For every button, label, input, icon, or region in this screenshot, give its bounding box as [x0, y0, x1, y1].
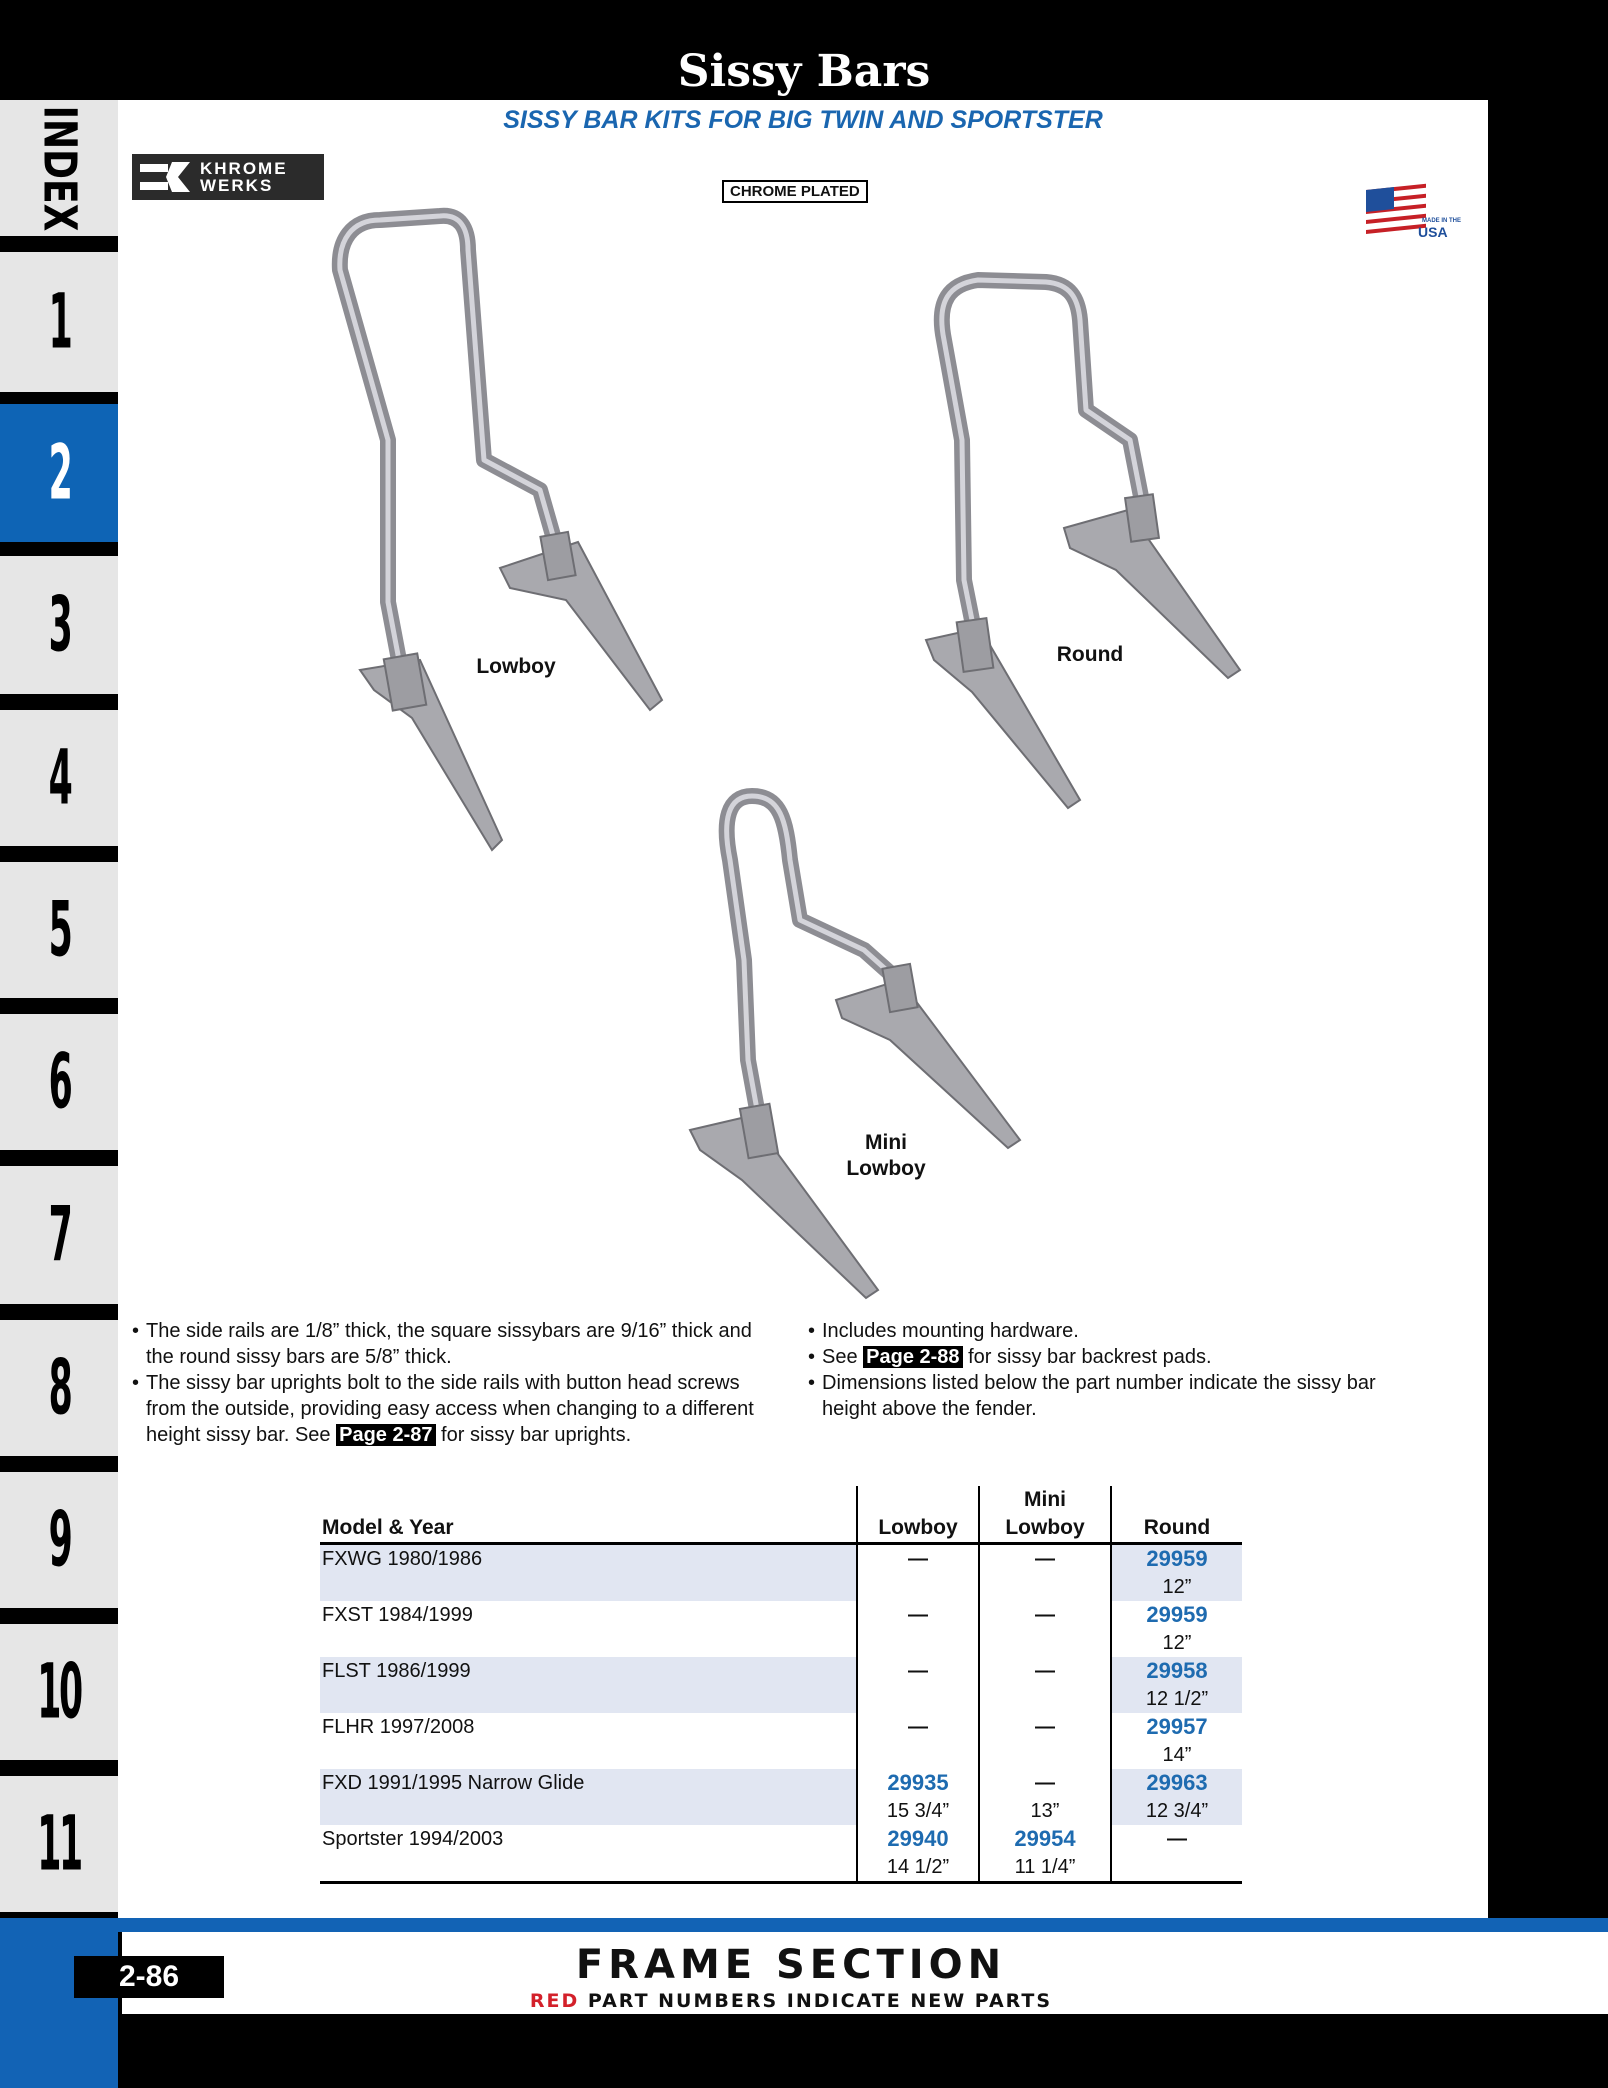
tab-label: 1 [48, 278, 70, 366]
lowboy-height: 15 3/4” [856, 1797, 978, 1825]
table-row-dimension [320, 1685, 1242, 1713]
lowboy-part-number[interactable]: 29935 [856, 1769, 978, 1797]
lowboy-height [856, 1741, 978, 1769]
table-header [320, 1486, 1242, 1542]
table-body [320, 1545, 1242, 1881]
model-cell: Sportster 1994/2003 [322, 1828, 504, 1850]
model-cell: FXD 1991/1995 Narrow Glide [320, 1769, 856, 1797]
note-text: The side rails are 1/8” thick, the square sissybars are 9/16” thick and the round sissy bars are 5/8” thick. [146, 1320, 752, 1368]
note-text: Dimensions listed below the part number indicate the sissy bar height above the fender. [822, 1372, 1376, 1420]
tab-label: INDEX [33, 105, 85, 231]
col-mini-top: Mini [978, 1486, 1110, 1514]
round-height: 12 1/2” [1110, 1685, 1242, 1713]
lowboy-height: 14 1/2” [856, 1853, 978, 1881]
round-sissy-bar-image [926, 280, 1240, 808]
lowboy-upright [340, 216, 560, 676]
lowboy-part-number: — [856, 1657, 978, 1685]
lowboy-plate-right [500, 542, 662, 710]
round-height: 12 3/4” [1110, 1797, 1242, 1825]
round-part-number[interactable]: 29959 [1110, 1601, 1242, 1629]
tab-label: 11 [37, 1800, 81, 1888]
mini-part-number: — [978, 1713, 1110, 1741]
lowboy-height [856, 1573, 978, 1601]
lowboy-part-number[interactable]: 29940 [856, 1825, 978, 1853]
tab-label: 5 [48, 886, 70, 974]
mini-lowboy-plate-right [836, 980, 1020, 1148]
mini-height [978, 1685, 1110, 1713]
page-title: Sissy Bars [677, 46, 931, 97]
red-word: RED [529, 1990, 580, 2012]
note-item [808, 1344, 1428, 1370]
footer-blue-bar [0, 1918, 1608, 1932]
mini-part-number: — [978, 1545, 1110, 1573]
table-row-dimension [320, 1741, 1242, 1769]
round-height: 14” [1110, 1741, 1242, 1769]
note-text: for sissy bar uprights. [435, 1424, 632, 1446]
flag-small-text: MADE IN THE [1422, 218, 1461, 224]
label-line: Mini [865, 1131, 907, 1154]
round-upright [942, 280, 1144, 640]
table-row [320, 1713, 1242, 1741]
label-line: Lowboy [846, 1157, 926, 1180]
round-part-number[interactable]: 29963 [1110, 1769, 1242, 1797]
table-row [320, 1657, 1242, 1685]
table-row [320, 1825, 1242, 1853]
tab-label: 7 [48, 1191, 70, 1279]
lowboy-part-number: — [856, 1545, 978, 1573]
round-height: 12” [1110, 1629, 1242, 1657]
mini-part-number: — [978, 1769, 1110, 1797]
chrome-plated-badge: CHROME PLATED [722, 180, 868, 203]
model-cell-blank [320, 1853, 856, 1881]
mini-height: 13” [978, 1797, 1110, 1825]
note-text: See [822, 1346, 864, 1368]
model-cell-blank [320, 1685, 856, 1713]
tab-label: 9 [48, 1496, 70, 1584]
model-cell-blank [320, 1741, 856, 1769]
tab-8[interactable] [0, 1320, 118, 1456]
col-model: Model & Year [322, 1516, 454, 1539]
note-text: The sissy bar uprights bolt to the side rails with button head screws from the outside, providing easy access when changing to a different height sissy bar. See [146, 1372, 754, 1446]
round-height: 12” [1110, 1573, 1242, 1601]
brand-line2: WERKS [200, 176, 274, 195]
round-part-number: — [1110, 1825, 1242, 1853]
lowboy-part-number: — [856, 1601, 978, 1629]
table-row [320, 1601, 1242, 1629]
tab-label: 8 [48, 1344, 70, 1432]
mini-height [978, 1741, 1110, 1769]
footer-blue-block [0, 1918, 118, 2088]
round-part-number[interactable]: 29959 [1110, 1545, 1242, 1573]
lowboy-height [856, 1685, 978, 1713]
lowboy-plate-left [360, 660, 502, 850]
brand-line1: KHROME [200, 159, 288, 178]
note-item [808, 1370, 1428, 1422]
tab-label: 2 [48, 429, 70, 517]
model-cell-blank [320, 1573, 856, 1601]
model-cell-blank [320, 1797, 856, 1825]
mini-height [978, 1573, 1110, 1601]
table-row [320, 1769, 1242, 1797]
table-row-dimension [320, 1797, 1242, 1825]
mini-part-number: — [978, 1601, 1110, 1629]
mini-part-number[interactable]: 29954 [978, 1825, 1110, 1853]
table-row-dimension [320, 1853, 1242, 1881]
col-round: Round [1110, 1514, 1242, 1542]
notes-right [808, 1318, 1428, 1422]
model-cell: FXST 1984/1999 [322, 1604, 473, 1626]
lowboy-height [856, 1629, 978, 1657]
model-cell: FLST 1986/1999 [320, 1657, 856, 1685]
round-height [1110, 1853, 1242, 1881]
note-item [132, 1318, 782, 1370]
model-cell: FLHR 1997/2008 [322, 1716, 475, 1738]
note-text: Includes mounting hardware. [822, 1320, 1079, 1342]
round-part-number[interactable]: 29958 [1110, 1657, 1242, 1685]
model-cell: FXWG 1980/1986 [320, 1545, 856, 1573]
lowboy-sissy-bar-image [340, 216, 662, 850]
tab-label: 10 [37, 1648, 81, 1736]
footer-bottom-bar [118, 2014, 1608, 2088]
mini-lowboy-sissy-bar-image [690, 796, 1020, 1298]
page-number: 2-86 [74, 1956, 224, 1998]
section-title: FRAME SECTION [575, 1942, 1007, 1988]
flag-usa-text: USA [1418, 224, 1448, 240]
tab-9[interactable] [0, 1472, 118, 1608]
tab-label: 3 [48, 581, 70, 669]
section-note [118, 1990, 1464, 2012]
col-lowboy: Lowboy [856, 1514, 978, 1542]
model-cell-blank [320, 1629, 856, 1657]
note-text: for sissy bar backrest pads. [962, 1346, 1212, 1368]
application-table [320, 1486, 1242, 1884]
note-rest: PART NUMBERS INDICATE NEW PARTS [579, 1990, 1053, 2012]
mini-height: 11 1/4” [978, 1853, 1110, 1881]
page-ref-link[interactable]: Page 2-87 [336, 1424, 435, 1446]
mini-part-number: — [978, 1657, 1110, 1685]
table-row-dimension [320, 1629, 1242, 1657]
notes-left [132, 1318, 782, 1448]
tab-label: 4 [48, 734, 70, 822]
section-subtitle: SISSY BAR KITS FOR BIG TWIN AND SPORTSTER [503, 106, 1103, 134]
table-row-dimension [320, 1573, 1242, 1601]
table-end-rule [320, 1881, 1242, 1884]
product-label-mini-lowboy [836, 1130, 936, 1182]
tab-label: 6 [48, 1038, 70, 1126]
tab-11[interactable] [0, 1776, 118, 1912]
table-row [320, 1545, 1242, 1573]
note-item [808, 1318, 1428, 1344]
product-label-round: Round [1056, 643, 1124, 666]
mini-height [978, 1629, 1110, 1657]
col-mini-bottom: Lowboy [978, 1514, 1110, 1542]
page-ref-link[interactable]: Page 2-88 [863, 1346, 962, 1368]
note-item [132, 1370, 782, 1448]
lowboy-part-number: — [856, 1713, 978, 1741]
product-label-lowboy: Lowboy [476, 655, 556, 678]
tab-10[interactable] [0, 1624, 118, 1760]
round-part-number[interactable]: 29957 [1110, 1713, 1242, 1741]
